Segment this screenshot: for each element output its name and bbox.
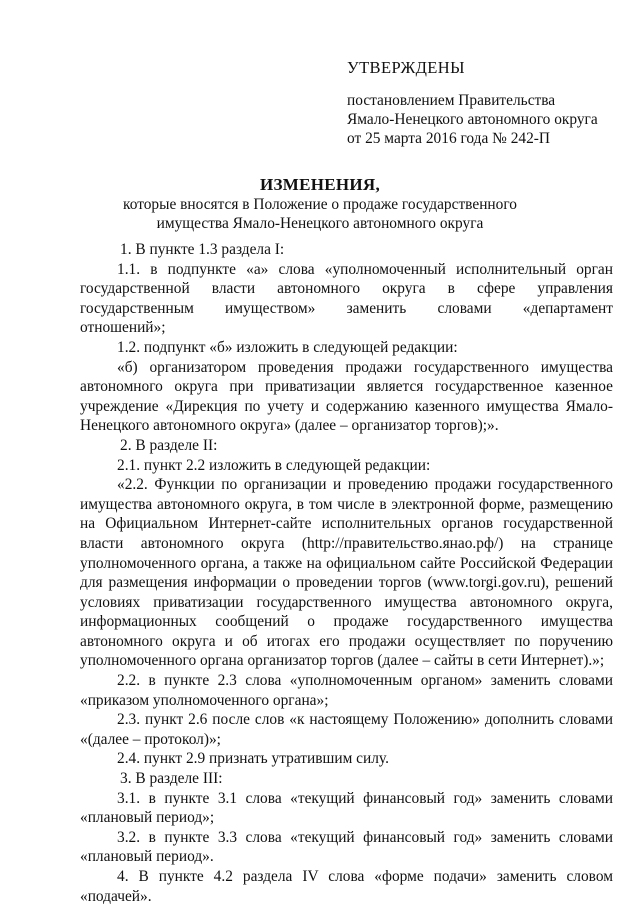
body-line: 3. В разделе III:	[120, 770, 223, 788]
document-subtitle-line: которые вносятся в Положение о продаже государственного	[123, 196, 517, 213]
body-line: «подачей».	[80, 887, 152, 905]
body-line: 2.4. пункт 2.9 признать утратившим силу.	[117, 750, 389, 768]
body-line: информационных сообщений о продаже государственного имущества	[80, 613, 613, 631]
body-line: автономного округа и об итогах его продажи осуществляет по поручению	[80, 632, 613, 650]
approval-line: от 25 марта 2016 года № 242-П	[347, 130, 551, 147]
body-line: «2.2. Функции по организации и проведению продажи государственного	[117, 476, 613, 494]
document-subtitle-line: имущества Ямало-Ненецкого автономного округа	[156, 215, 484, 232]
body-line: для размещения информации о проведении торгов (www.torgi.gov.ru), решений	[80, 574, 613, 592]
body-line: государственной власти автономного округа в сфере управления	[80, 280, 613, 298]
body-line: автономного округа при приватизации является государственное казенное	[80, 378, 613, 396]
body-line: 1. В пункте 1.3 раздела I:	[120, 241, 285, 258]
approval-heading: УТВЕРЖДЕНЫ	[347, 58, 465, 77]
body-line: 2.3. пункт 2.6 после слов «к настоящему Положению» дополнить словами	[117, 711, 613, 729]
body-line: «приказом уполномоченного органа»;	[80, 691, 329, 709]
document-title: ИЗМЕНЕНИЯ,	[259, 175, 381, 194]
body-line: отношений»;	[80, 319, 166, 337]
body-line: 2.2. в пункте 2.3 слова «уполномоченным органом» заменить словами	[117, 672, 613, 690]
body-line: «плановый период».	[80, 848, 214, 866]
approval-line: Ямало-Ненецкого автономного округа	[347, 111, 598, 128]
body-line: 2.1. пункт 2.2 изложить в следующей редакции:	[117, 456, 431, 474]
body-line: Ненецкого автономного округа» (далее – организатор торгов);».	[80, 417, 499, 435]
body-line: «плановый период»;	[80, 809, 215, 827]
body-line: власти автономного округа (http://правительство.янао.рф/) на странице	[80, 534, 613, 552]
body-line: 3.1. в пункте 3.1 слова «текущий финансовый год» заменить словами	[117, 789, 613, 807]
body-line: «б) организатором проведения продажи государственного имущества	[117, 358, 613, 376]
body-line: на Официальном Интернет-сайте исполнительных органов государственной	[80, 515, 613, 533]
body-line: 4. В пункте 4.2 раздела IV слова «форме подачи» заменить словом	[117, 868, 613, 885]
body-line: 1.1. в подпункте «а» слова «уполномоченный исполнительный орган	[117, 260, 613, 278]
body-line: 3.2. в пункте 3.3 слова «текущий финансовый год» заменить словами	[117, 828, 613, 846]
approval-line: постановлением Правительства	[347, 92, 556, 109]
document-body	[80, 240, 613, 906]
body-line: имущества автономного округа, в том числе в электронной форме, размещению	[80, 495, 613, 513]
body-line: «(далее – протокол)»;	[80, 730, 221, 748]
body-line: уполномоченного органа организатор торгов (далее – сайты в сети Интернет).»;	[80, 652, 605, 670]
body-line: уполномоченного органа, а также на официальном сайте Российской Федерации	[80, 554, 613, 572]
body-line: учреждение «Дирекция по учету и содержанию казенного имущества Ямало-	[80, 397, 613, 415]
body-line: условиях приватизации государственного имущества автономного округа,	[80, 593, 613, 611]
body-line: государственным имуществом» заменить словами «департамент	[80, 299, 613, 317]
body-line: 1.2. подпункт «б» изложить в следующей редакции:	[117, 338, 458, 356]
body-line: 2. В разделе II:	[120, 436, 218, 454]
